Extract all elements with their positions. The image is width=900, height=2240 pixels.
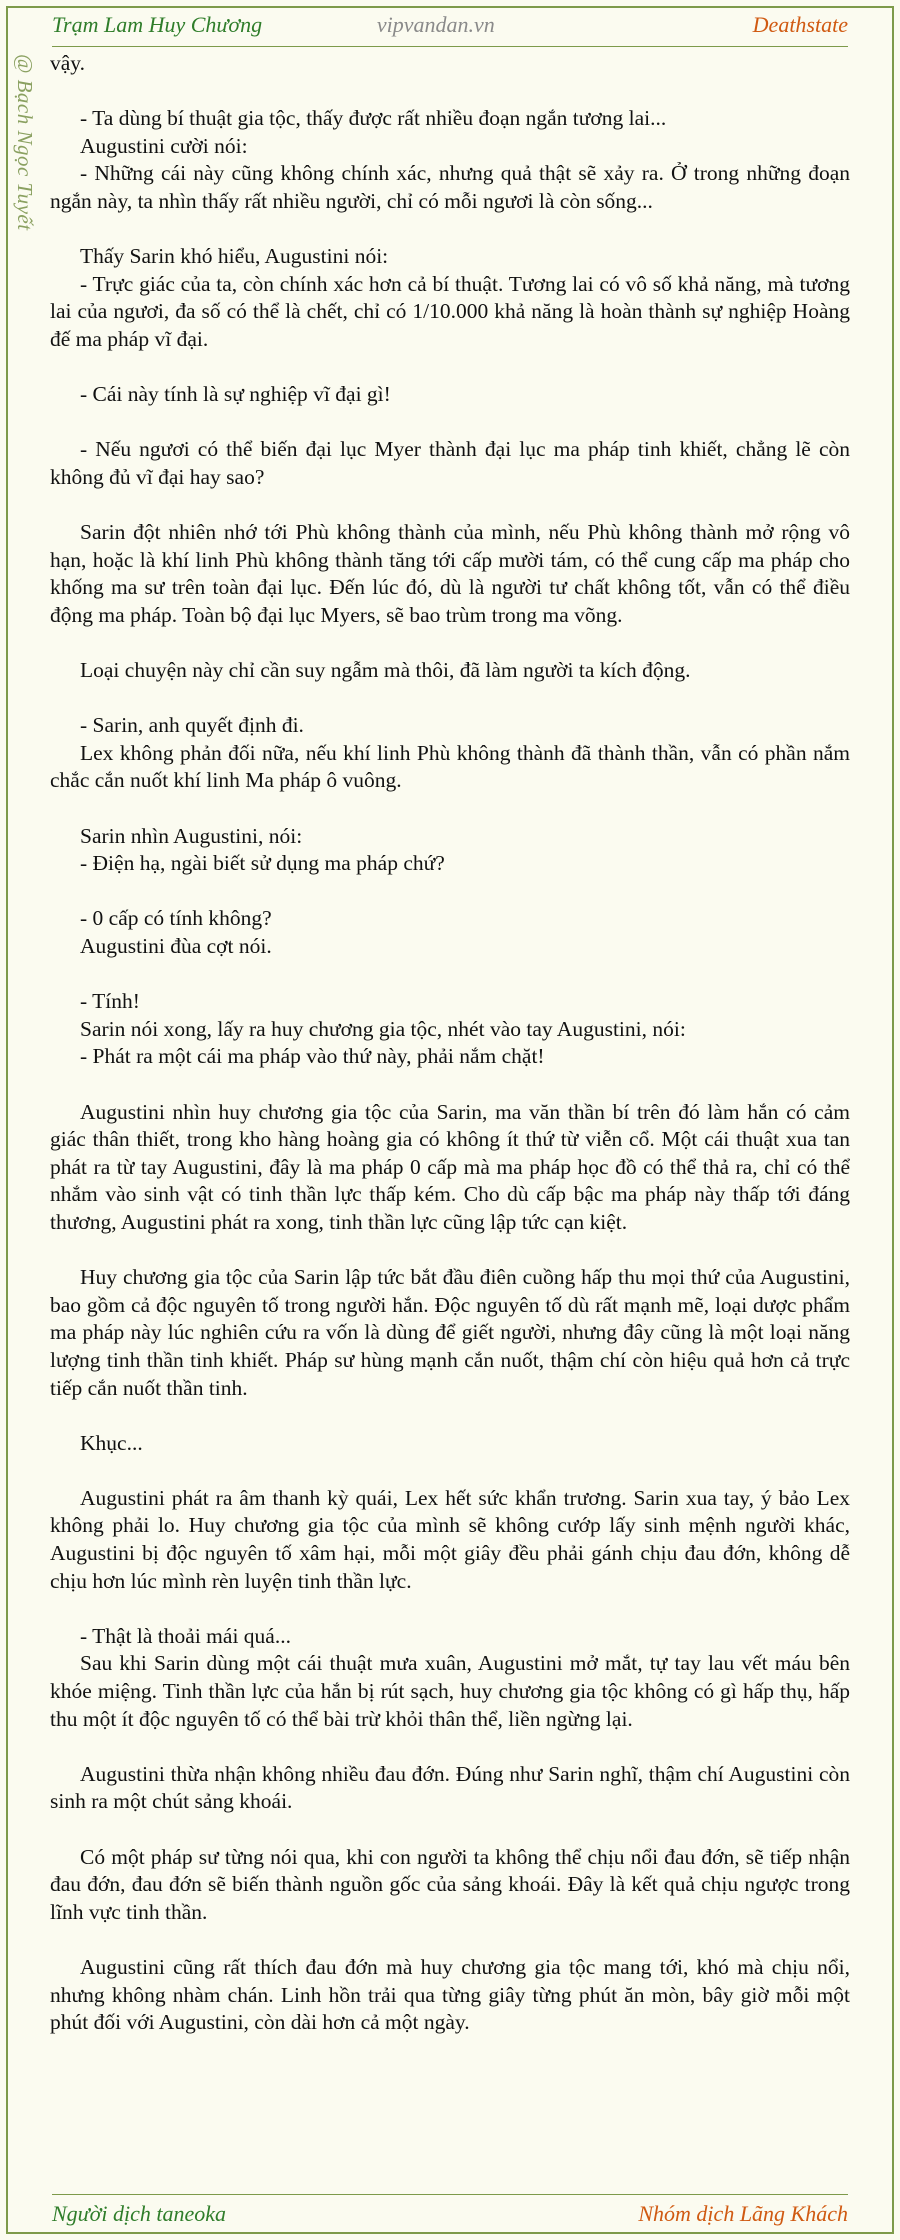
paragraph-spacer [50,1926,850,1954]
paragraph-spacer [50,961,850,989]
paragraph: Có một pháp sư từng nói qua, khi con người ta không thể chịu nổi đau đớn, sẽ tiếp nhận đau đớn, đau đớn sẽ biến thành nguồn gốc của sảng khoái. Đây là kết quả chịu ngược trong lĩnh vực tinh thần. [50,1844,850,1924]
page-footer [52,2196,848,2232]
paragraph-spacer [50,409,850,437]
paragraph-spacer [50,878,850,906]
paragraph: Sarin đột nhiên nhớ tới Phù không thành của mình, nếu Phù không thành mở rộng vô hạn, hoặc là khí linh Phù không thành tăng tới cấp mười tám, có thể cung cấp ma pháp cho khống ma sư trên toàn đại lục. Đến lúc đó, dù là người tư chất không tốt, vẫn có thể điều động ma pháp. Toàn bộ đại lục Myers, sẽ bao trùm trong ma võng. [50,520,850,627]
paragraph: Augustini nhìn huy chương gia tộc của Sarin, ma văn thần bí trên đó làm hắn có cảm giác thân thiết, trong kho hàng hoàng gia có không ít thứ từ viễn cổ. Một cái thuật xua tan phát ra từ tay Augustini, đây là ma pháp 0 cấp mà ma pháp học đồ có thể thả ra, chỉ có thể nhắm vào sinh vật có tinh thần lực thấp kém. Cho dù cấp bậc ma pháp này thấp tới đáng thương, Augustini phát ra xong, tinh thần lực cũng lập tức cạn kiệt. [50,1099,850,1234]
paragraph: Augustini đùa cợt nói. [80,934,272,958]
paragraph-spacer [50,492,850,520]
paragraph: - Sarin, anh quyết định đi. [80,713,304,738]
paragraph: Augustini thừa nhận không nhiều đau đớn. Đúng như Sarin nghĩ, thậm chí Augustini còn sinh ra một chút sảng khoái. [50,1761,850,1814]
paragraph: Loại chuyện này chỉ cần suy ngẫm mà thôi, đã làm người ta kích động. [80,658,691,683]
header-author: Deathstate [752,12,848,37]
paragraph: - Thật là thoải mái quá... [80,1623,291,1648]
paragraph: Khục... [80,1430,143,1455]
paragraph: - Tính! [80,989,140,1014]
paragraph: - Trực giác của ta, còn chính xác hơn cả bí thuật. Tương lai có vô số khả năng, mà tương lai của ngươi, đa số có thể là chết, chỉ có 1/10.000 khả năng là hoàn thành sự nghiệp Hoàng đế ma pháp vĩ đại. [50,271,850,351]
paragraph-spacer [50,1457,850,1485]
paragraph-spacer [50,685,850,713]
header-website: vipvandan.vn [376,12,495,37]
paragraph-spacer [50,795,850,823]
paragraph: Sau khi Sarin dùng một cái thuật mưa xuân, Augustini mở mắt, tự tay lau vết máu bên khóe miệng. Tinh thần lực của hắn bị rút sạch, huy chương gia tộc không có gì hấp thụ, hấp thu một ít độc nguyên tố có thể bài trừ khỏi thân thể, liền ngừng lại. [50,1651,850,1731]
paragraph-spacer [50,216,850,244]
paragraph-spacer [50,78,850,106]
paragraph: Sarin nhìn Augustini, nói: [80,823,303,848]
paragraph: Augustini cười nói: [80,133,248,158]
page-header [52,6,848,44]
footer-group: Nhóm dịch Lãng Khách [638,2201,848,2226]
paragraph: - Cái này tính là sự nghiệp vĩ đại gì! [80,382,391,407]
paragraph-spacer [50,354,850,382]
paragraph-spacer [50,1237,850,1265]
paragraph: Huy chương gia tộc của Sarin lập tức bắt đầu điên cuồng hấp thu mọi thứ của Augustini, bao gồm cả độc nguyên tố trong người hắn. Độc nguyên tố dù rất mạnh mẽ, loại dược phẩm ma pháp này lúc nghiên cứu ra vốn là dùng để giết người, nhưng đây cũng là một loại năng lượng tinh thần tinh khiết. Pháp sư hùng mạnh cắn nuốt, thậm chí còn hiệu quả hơn cả trực tiếp cắn nuốt thần tinh. [50,1265,850,1400]
paragraph-spacer [50,629,850,657]
paragraph-spacer [50,1733,850,1761]
paragraph-spacer [50,1402,850,1430]
paragraph: Augustini cũng rất thích đau đớn mà huy chương gia tộc mang tới, khó mà chịu nổi, nhưng không nhàm chán. Linh hồn trải qua từng giây từng phút ăn mòn, bây giờ mỗi một phút đối với Augustini, còn dài hơn cả một ngày. [50,1954,850,2035]
paragraph: Thấy Sarin khó hiểu, Augustini nói: [80,244,389,269]
side-watermark: @ Bạch Ngọc Tuyết [13,54,37,231]
footer-translator: Người dịch taneoka [52,2201,227,2226]
header-story-title: Trạm Lam Huy Chương [52,12,263,37]
footer-divider [52,2194,848,2195]
chapter-body [50,50,850,2037]
paragraph: - Điện hạ, ngài biết sử dụng ma pháp chứ? [80,851,445,876]
paragraph-spacer [50,1595,850,1623]
paragraph: Sarin nói xong, lấy ra huy chương gia tộc, nhét vào tay Augustini, nói: [80,1016,686,1041]
header-divider [52,46,848,47]
paragraph: - 0 cấp có tính không? [80,906,272,931]
paragraph: Lex không phản đối nữa, nếu khí linh Phù không thành đã thành thần, vẫn có phần nắm chắc cắn nuốt khí linh Ma pháp ô vuông. [50,740,850,793]
paragraph: - Nếu ngươi có thể biến đại lục Myer thành đại lục ma pháp tinh khiết, chẳng lẽ còn không đủ vĩ đại hay sao? [50,437,850,489]
paragraph: - Ta dùng bí thuật gia tộc, thấy được rất nhiều đoạn ngắn tương lai... [80,106,667,131]
paragraph: vậy. [50,51,86,75]
paragraph-spacer [50,1816,850,1844]
paragraph-spacer [50,1071,850,1099]
paragraph: - Những cái này cũng không chính xác, nhưng quả thật sẽ xảy ra. Ở trong những đoạn ngắn này, ta nhìn thấy rất nhiều người, chỉ có mỗi ngươi là còn sống... [50,161,850,213]
paragraph: - Phát ra một cái ma pháp vào thứ này, phải nắm chặt! [80,1044,545,1069]
paragraph: Augustini phát ra âm thanh kỳ quái, Lex hết sức khẩn trương. Sarin xua tay, ý bảo Lex không phải lo. Huy chương gia tộc của mình sẽ không cướp lấy sinh mệnh người khác, Augustini bị độc nguyên tố xâm hại, mỗi một giây đều phải gánh chịu đau đớn, không dễ chịu hơn lúc mình rèn luyện tinh thần lực. [50,1485,850,1593]
